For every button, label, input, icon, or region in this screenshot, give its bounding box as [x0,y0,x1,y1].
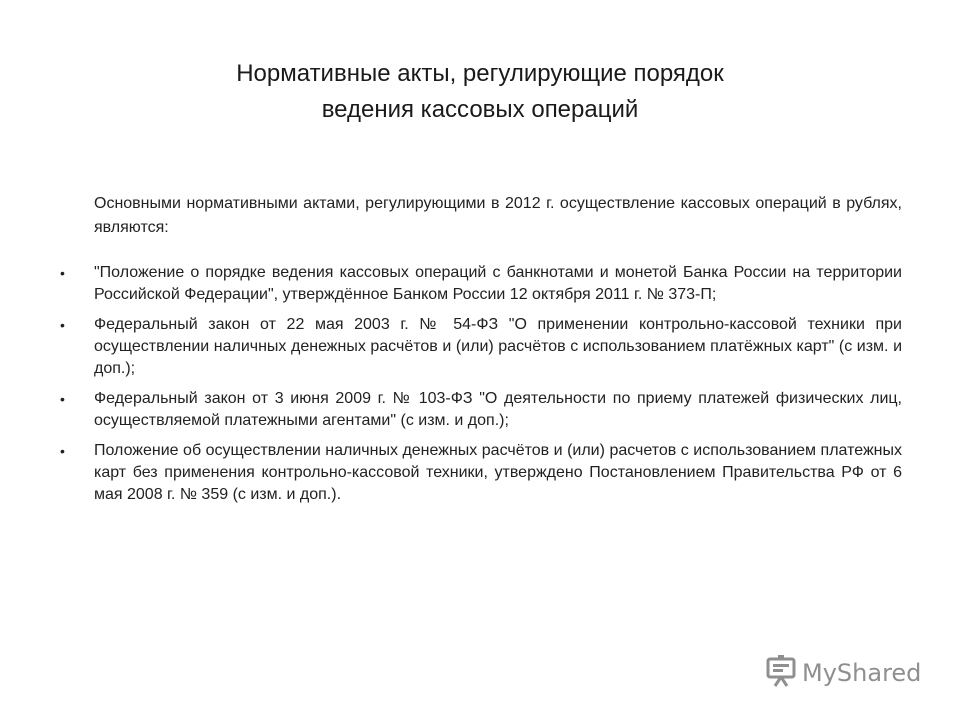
list-item-text: Федеральный закон от 22 мая 2003 г. № 54-ФЗ "О применении контрольно-кассовой техники при осуществлении наличных денежных расчётов и (или) расчётов с использованием платёжных карт" (с изм. и доп.); [94,316,902,377]
list-item [60,440,902,506]
bullet: • [60,443,65,459]
list-item [60,314,902,380]
list-item [60,262,902,306]
regulations-list [60,262,902,514]
slide-title [80,56,880,128]
watermark-logo [766,655,921,691]
list-item-text: Федеральный закон от 3 июня 2009 г. № 103-ФЗ "О деятельности по приему платежей физических лиц, осуществляемой платежными агентами" (с изм. и доп.); [94,390,902,429]
bullet: • [60,265,65,281]
list-item-text: "Положение о порядке ведения кассовых операций с банкнотами и монетой Банка России на территории Российской Федерации", утверждённое Банком России 12 октября 2011 г. № 373-П; [94,264,902,303]
intro-paragraph: Основными нормативными актами, регулирующими в 2012 г. осуществление кассовых операций в рублях, являются: [94,195,902,236]
list-item-text: Положение об осуществлении наличных денежных расчётов и (или) расчетов с использованием платежных карт без применения контрольно-кассовой техники, утверждено Постановлением Правительства РФ от 6 мая 2008 г. № 359 (с изм. и доп.). [94,442,902,503]
bullet: • [60,317,65,333]
list-item [60,388,902,432]
bullet: • [60,391,65,407]
presentation-board-icon [766,655,796,692]
slide-title-line-1: Нормативные акты, регулирующие порядок [236,60,724,87]
watermark-text: MyShared [802,659,922,687]
slide-title-line-2: ведения кассовых операций [321,96,639,123]
